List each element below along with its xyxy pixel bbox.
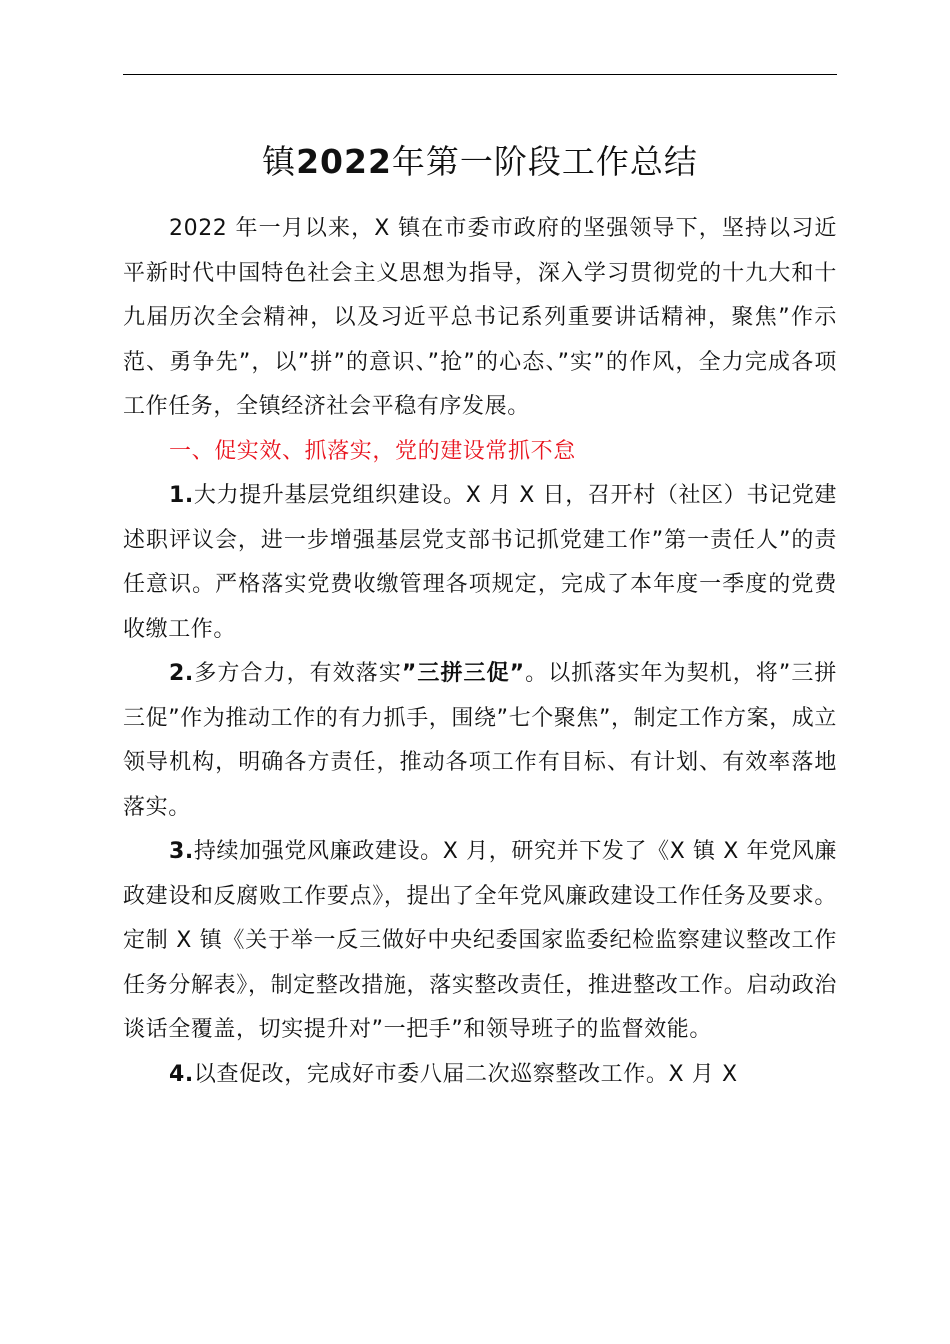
item-number: 1. [169,483,194,508]
title-prefix: 镇 [262,142,297,181]
item-heading: 大力提升基层党组织建设。 [193,483,466,508]
list-item [123,652,837,830]
item-heading: 以查促改，完成好市委八届二次巡察整改工作。 [193,1061,669,1087]
item-number: 3. [169,839,194,864]
list-item [123,830,837,1053]
list-item [123,1053,837,1098]
item-number: 4. [169,1061,194,1087]
item-body: 以抓落实年为契机，将”三拼三促”作为推动工作的有力抓手，围绕”七个聚焦”，制定工作方案，成立领导机构，明确各方责任，推动各项工作有目标、有计划、有效率落地落实。 [123,661,837,820]
item-body: X 月 X 日，召开村（社区）书记党建述职评议会，进一步增强基层党支部书记抓党建工作”第一责任人”的责任意识。严格落实党费收缴管理各项规定，完成了本年度一季度的党费收缴工作。 [123,483,837,642]
document-title [123,138,837,186]
title-suffix: 年第一阶段工作总结 [391,142,698,181]
document-body [123,207,837,1097]
title-year: 2022 [296,142,392,181]
item-heading-end: 。 [524,661,549,686]
item-heading: 持续加强党风廉政建设。 [193,839,443,864]
item-body: X 月，研究并下发了《X 镇 X 年党风廉政建设和反腐败工作要点》，提出了全年党风廉政建设工作任务及要求。定制 X 镇《关于举一反三做好中央纪委国家监委纪检监察建议整改工作任务分解表》，制定整改措施，落实整改责任，推进整改工作。启动政治谈话全覆盖，切实提升对”一把手”和领导班子的监督效能。 [123,839,837,1042]
item-heading-emphasis: ”三拼三促” [401,661,525,686]
list-item [123,474,837,652]
item-body: X 月 X [668,1061,738,1087]
item-heading: 多方合力，有效落实 [193,661,402,686]
item-number: 2. [169,661,194,686]
section-heading: 一、促实效、抓落实，党的建设常抓不怠 [169,438,576,464]
header-rule [123,74,837,75]
intro-paragraph: 2022 年一月以来，X 镇在市委市政府的坚强领导下，坚持以习近平新时代中国特色社会主义思想为指导，深入学习贯彻党的十九大和十九届历次全会精神，以及习近平总书记系列重要讲话精神，聚焦”作示范、勇争先”，以”拼”的意识、”抢”的心态、”实”的作风，全力完成各项工作任务，全镇经济社会平稳有序发展。 [123,216,837,419]
